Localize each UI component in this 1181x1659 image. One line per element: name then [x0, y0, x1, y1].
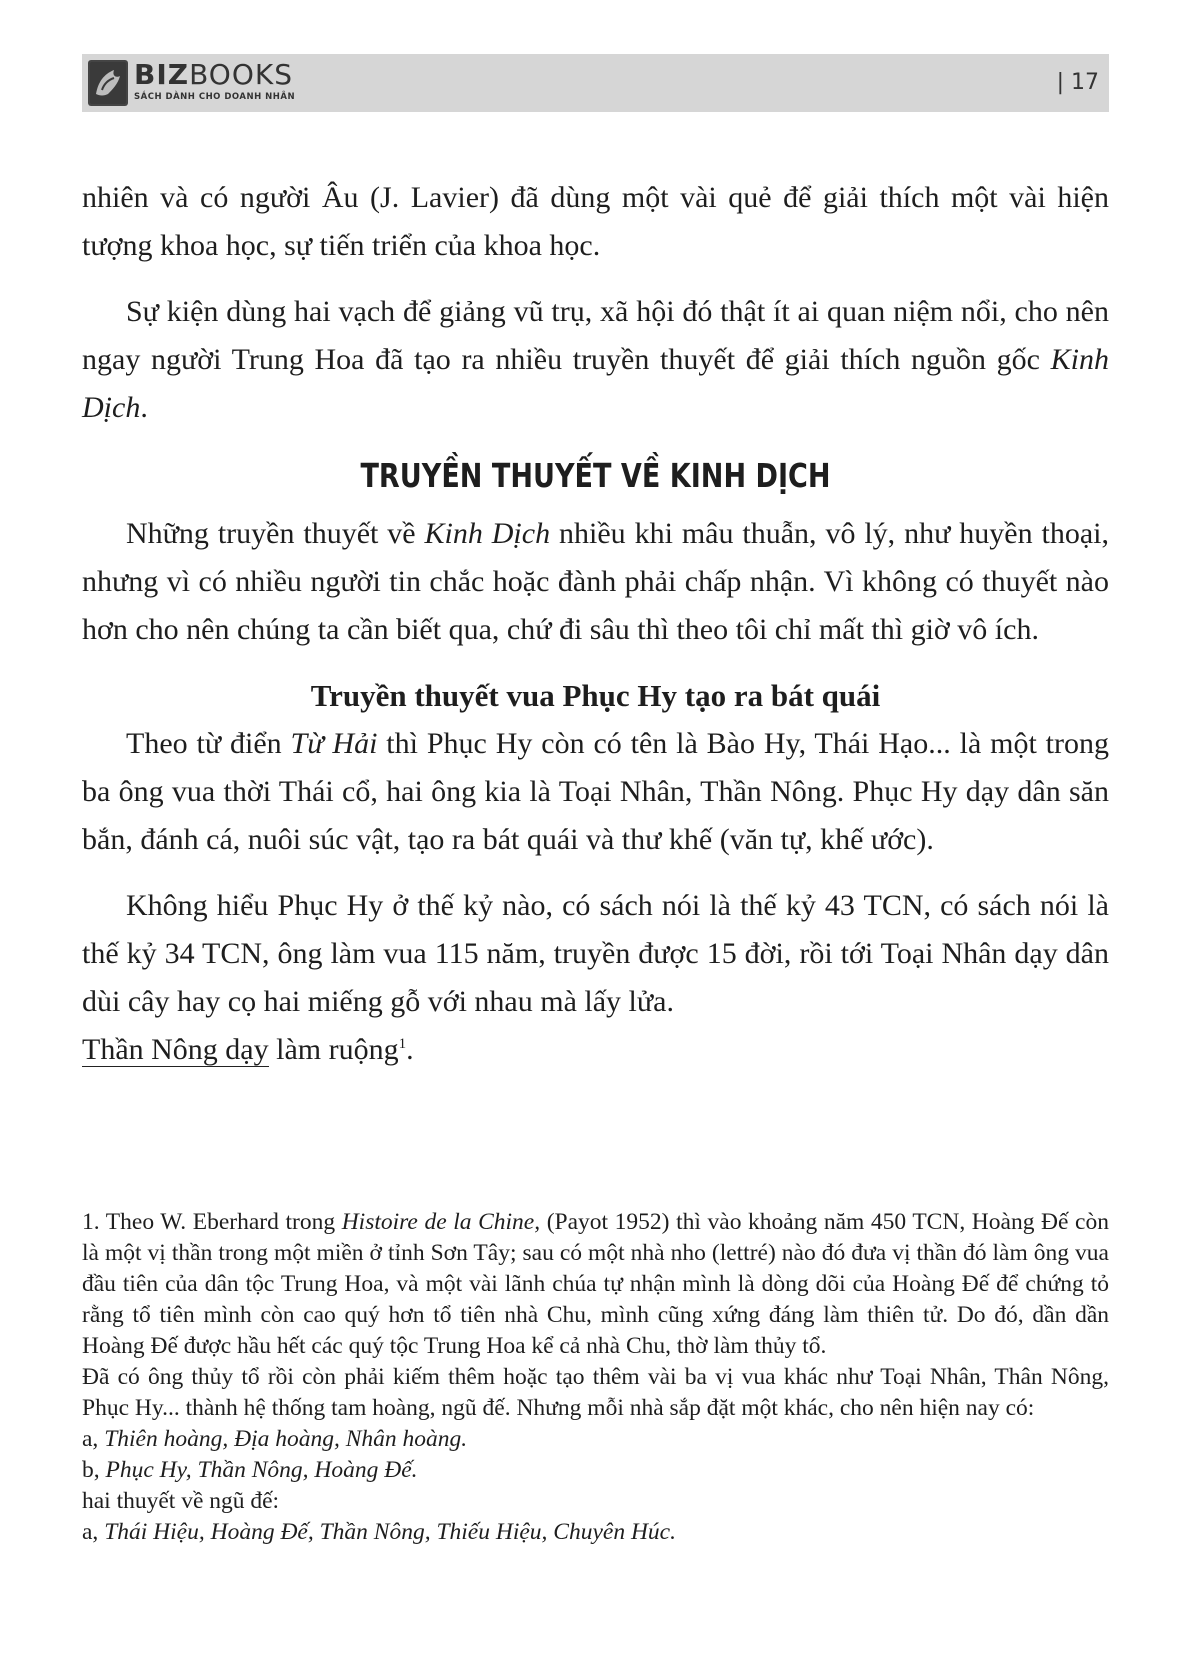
- footnote-line-4: [82, 1455, 1109, 1486]
- paragraph-4-text: Theo từ điển: [126, 727, 291, 760]
- footnote-line-2: Đã có ông thủy tổ rồi còn phải kiếm thêm hoặc tạo thêm vài ba vị vua khác như Toại Nhân, Thân Nông, Phục Hy... thành hệ thống tam hoàng, ngũ đế. Nhưng mỗi nhà sắp đặt một khác, cho nên hiện nay có:: [82, 1364, 1109, 1421]
- bizbooks-logo-icon: [88, 60, 128, 106]
- brand-name-bold: BIZ: [134, 58, 190, 91]
- paragraph-4-rest: thì Phục Hy còn có tên là Bào Hy, Thái Hạo... là một trong ba ông vua thời Thái cổ, hai ông kia là Toại Nhân, Thần Nông. Phục Hy dạy dân săn bắn, đánh cá, nuôi súc vật, tạo ra bát quái và thư khế (văn tự, khế ước).: [82, 727, 1110, 856]
- paragraph-2-text: Sự kiện dùng hai vạch để giảng vũ trụ, xã hội đó thật ít ai quan niệm nổi, cho nên ngay người Trung Hoa đã tạo ra nhiều truyền thuyết để giải thích nguồn gốc: [82, 295, 1109, 376]
- footnotes: [82, 1207, 1109, 1548]
- paragraph-3-text: Những truyền thuyết về: [126, 517, 425, 550]
- page-body: [82, 174, 1109, 1092]
- list-text: Thiên hoàng, Địa hoàng, Nhân hoàng.: [104, 1426, 468, 1452]
- brand-name: [134, 59, 295, 91]
- footnote-line-6: [82, 1517, 1109, 1548]
- footnote-1: [82, 1207, 1109, 1362]
- subsection-title: Truyền thuyết vua Phục Hy tạo ra bát quái: [310, 678, 881, 713]
- book-title-kinh-dich: Kinh Dịch: [82, 343, 1109, 424]
- paragraph-5-end: .: [406, 1033, 414, 1066]
- footnote-marker[interactable]: 1: [398, 1036, 407, 1052]
- list-text: Phục Hy, Thần Nông, Hoàng Đế.: [105, 1457, 418, 1483]
- paragraph-4: [82, 720, 1109, 864]
- page-number: | 17: [1056, 70, 1099, 95]
- paragraph-2: [82, 288, 1109, 432]
- paragraph-5-text: Không hiểu Phục Hy ở thế kỷ nào, có sách nói là thế kỷ 43 TCN, có sách nói là thế kỷ 34 TCN, ông làm vua 115 năm, truyền được 15 đời, rồi tới Toại Nhân dạy dân dùi cây hay cọ hai miếng gỗ với nhau mà lấy lửa.: [82, 889, 1109, 1018]
- paragraph-5: [82, 882, 1109, 1074]
- footnote-line-5: hai thuyết về ngũ đế:: [82, 1488, 280, 1514]
- list-text: Thái Hiệu, Hoàng Đế, Thần Nông, Thiếu Hiệu, Chuyên Húc.: [104, 1519, 676, 1545]
- footnote-book-title: Histoire de la Chine,: [341, 1209, 541, 1235]
- book-title-kinh-dich: Kinh Dịch: [424, 517, 551, 550]
- footnote-1-rest: (Payot 1952) thì vào khoảng năm 450 TCN, Hoàng Đế còn là một vị thần trong một miền ở tỉnh Sơn Tây; sau có một nhà nho (lettré) nào đó đưa vị thần đó làm ông vua đầu tiên của dân tộc Trung Hoa, và một vài lãnh chúa tự nhận mình là dòng dõi của Hoàng Đế để chứng tỏ rằng tổ tiên mình còn cao quý hơn tổ tiên nhà Chu, mình cũng xứng đáng làm thiên tử. Do đó, dần dần Hoàng Đế được hầu hết các quý tộc Trung Hoa kể cả nhà Chu, thờ làm thủy tổ.: [82, 1209, 1109, 1359]
- brand-name-normal: BOOKS: [189, 58, 293, 91]
- brand: [134, 59, 295, 103]
- footnote-1-text: 1. Theo W. Eberhard trong: [82, 1209, 342, 1235]
- paragraph-1: nhiên và có người Âu (J. Lavier) đã dùng một vài quẻ để giải thích một vài hiện tượng khoa học, sự tiến triển của khoa học.: [82, 181, 1109, 262]
- list-marker: a,: [82, 1519, 105, 1545]
- section-title: TRUYỀN THUYẾT VỀ KINH DỊCH: [360, 456, 831, 495]
- running-header: [82, 54, 1109, 112]
- paragraph-2-end: .: [140, 391, 148, 424]
- footnote-line-3: [82, 1424, 1109, 1455]
- paragraph-5-last-line: Thần Nông dạy: [82, 1033, 269, 1066]
- paragraph-5-tail: làm ruộng: [268, 1033, 399, 1066]
- list-marker: a,: [82, 1426, 105, 1452]
- dictionary-title: Từ Hải: [290, 727, 378, 760]
- list-marker: b,: [82, 1457, 106, 1483]
- paragraph-3-rest: nhiều khi mâu thuẫn, vô lý, như huyền thoại, nhưng vì có nhiều người tin chắc hoặc đành phải chấp nhận. Vì không có thuyết nào hơn cho nên chúng ta cần biết qua, chứ đi sâu thì theo tôi chỉ mất thì giờ vô ích.: [82, 517, 1109, 646]
- brand-tagline: SÁCH DÀNH CHO DOANH NHÂN: [134, 92, 296, 102]
- paragraph-3: [82, 510, 1109, 654]
